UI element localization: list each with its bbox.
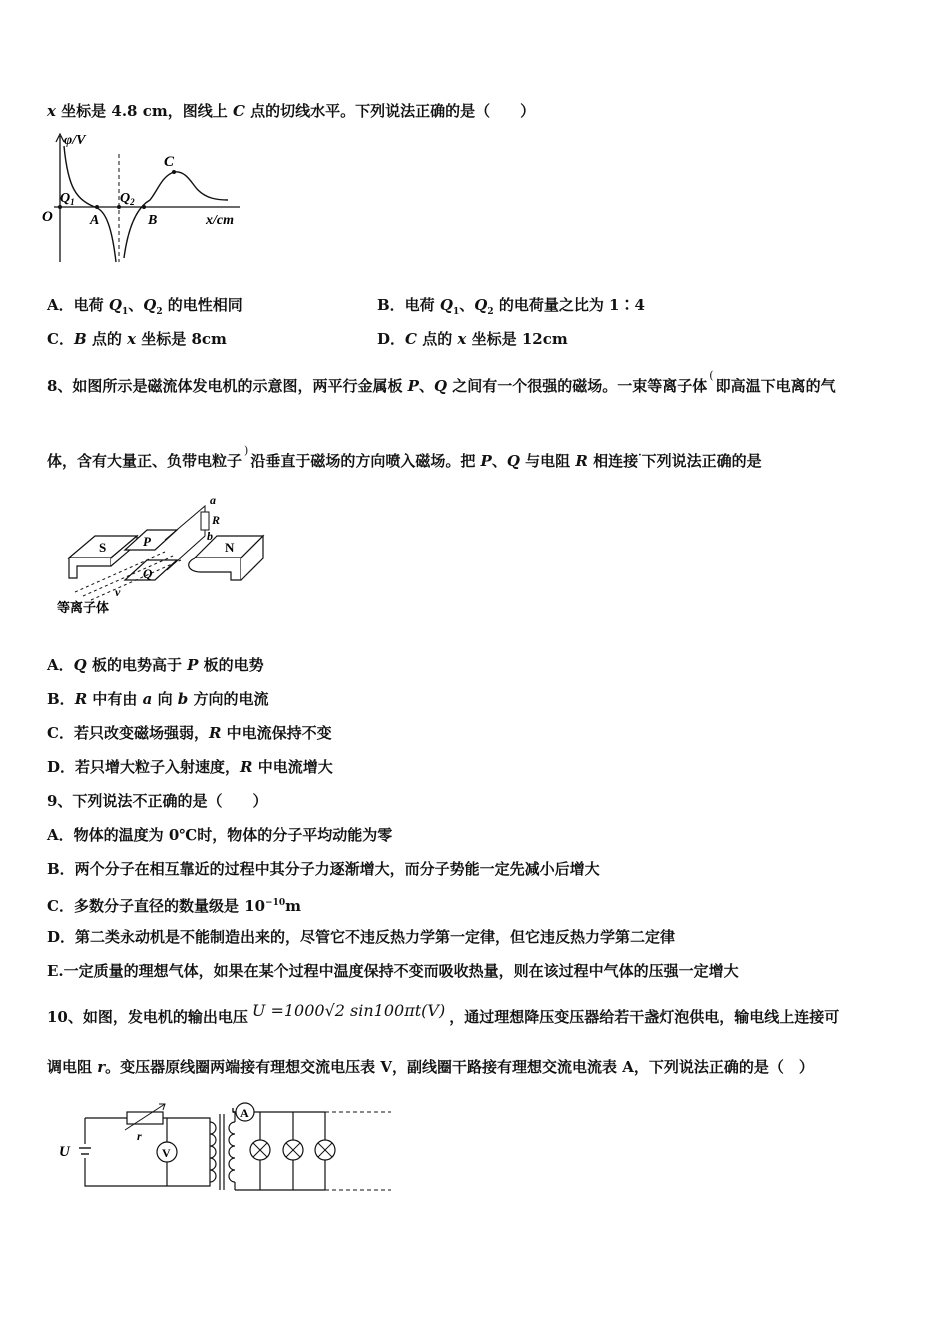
origin-label: O: [42, 209, 53, 225]
q8-option-d[interactable]: D．若只增大粒子入射速度，R 中电流增大: [47, 758, 333, 776]
a-label: a: [210, 493, 216, 507]
lamp-2: [283, 1112, 303, 1190]
y-axis-label: φ/V: [64, 133, 86, 148]
q1-label: $Q_1$: [60, 191, 75, 207]
source-gap: [79, 1144, 91, 1158]
q7-option-d[interactable]: D．C 点的 x 坐标是 12cm: [377, 330, 568, 348]
p-label: P: [143, 534, 151, 549]
secondary-coil: [229, 1122, 235, 1182]
v-label: v: [115, 585, 121, 599]
q9-option-c[interactable]: C．多数分子直径的数量级是 $10^{-10}m$: [47, 897, 301, 915]
q9-stem: 9、下列说法不正确的是（ ）: [47, 792, 268, 810]
lamp-1: [250, 1112, 270, 1190]
potential-graph-figure: [40, 128, 250, 268]
c-label: C: [164, 154, 175, 170]
x-axis-label: x/cm: [206, 213, 234, 228]
q7-option-a[interactable]: A．电荷 $Q_1$、$Q_2$ 的电性相同: [47, 296, 243, 317]
var-c: C: [232, 102, 245, 120]
q7-option-c[interactable]: C．B 点的 x 坐标是 8cm: [47, 330, 227, 348]
r-label: r: [137, 1129, 142, 1143]
u-label: U: [59, 1144, 70, 1160]
a-label: A: [90, 213, 100, 228]
stem-text: 坐标是 4.8 cm，图线上: [55, 102, 233, 120]
q8-option-c[interactable]: C．若只改变磁场强弱，R 中电流保持不变: [47, 724, 332, 742]
question-7-stem-end: [47, 102, 535, 120]
stem-text-2: 点的切线水平。下列说法正确的是（ ）: [244, 102, 536, 120]
n-magnet-body: [189, 558, 241, 580]
q8-stem-line2: 体，含有大量正、负带电粒子)沿垂直于磁场的方向喷入磁场。把 P、Q 与电阻 R 相连接·下列说法正确的是: [47, 444, 762, 470]
primary-coil: [210, 1122, 216, 1182]
q9-option-b[interactable]: B．两个分子在相互靠近的过程中其分子力逐渐增大，而分子势能一定先减小后增大: [47, 860, 600, 878]
s-magnet-body: [69, 558, 111, 578]
s-label: S: [99, 540, 107, 555]
r-label: R: [212, 513, 221, 527]
ammeter-label: A: [240, 1106, 249, 1120]
n-label: N: [225, 540, 235, 555]
plasma-caption: 等离子体: [57, 600, 110, 615]
point-c: [172, 170, 176, 174]
q-label: Q: [143, 566, 153, 581]
q8-option-b[interactable]: B．R 中有由 a 向 b 方向的电流: [47, 690, 269, 708]
primary-circuit-wire: [85, 1118, 210, 1186]
q9-option-e[interactable]: E.一定质量的理想气体，如果在某个过程中温度保持不变而吸收热量，则在该过程中气体的压强一定增大: [47, 962, 739, 980]
voltmeter-label: V: [162, 1146, 171, 1160]
q8-option-a[interactable]: A．Q 板的电势高于 P 板的电势: [47, 656, 264, 674]
var-x: x: [47, 102, 56, 120]
transformer-circuit-figure: [55, 1098, 395, 1198]
q8-stem-line1: 8、如图所示是磁流体发电机的示意图，两平行金属板 P、Q 之间有一个很强的磁场。一束等离子体(即高温下电离的气: [47, 369, 836, 395]
b-label: B: [148, 213, 158, 228]
b-label: b: [207, 529, 213, 543]
wire-p: [165, 506, 205, 540]
point-a: [95, 205, 99, 209]
mhd-generator-figure: [55, 492, 275, 620]
lamp-3: [315, 1112, 335, 1190]
q9-option-d[interactable]: D．第二类永动机是不能制造出来的，尽管它不违反热力学第一定律，但它违反热力学第二定律: [47, 928, 676, 946]
q10-stem-line1: 10、如图，发电机的输出电压 U =1000√2 sin100πt(V) ，通过理想降压变压器给若干盏灯泡供电，输电线上连接可: [47, 1001, 840, 1026]
q9-option-a[interactable]: A．物体的温度为 0℃时，物体的分子平均动能为零: [47, 826, 393, 844]
q10-stem-line2: 调电阻 r。变压器原线圈两端接有理想交流电压表 V，副线圈干路接有理想交流电流表 A，下列说法正确的是（ ）: [47, 1058, 814, 1076]
point-b: [142, 205, 146, 209]
q7-option-b[interactable]: B．电荷 $Q_1$、$Q_2$ 的电荷量之比为 1∶4: [377, 296, 645, 317]
resistor-r: [201, 512, 209, 530]
q2-label: $Q_2$: [120, 191, 135, 207]
variable-resistor: [127, 1112, 163, 1124]
voltage-formula: U =1000√2 sin100πt(V): [251, 1001, 446, 1020]
